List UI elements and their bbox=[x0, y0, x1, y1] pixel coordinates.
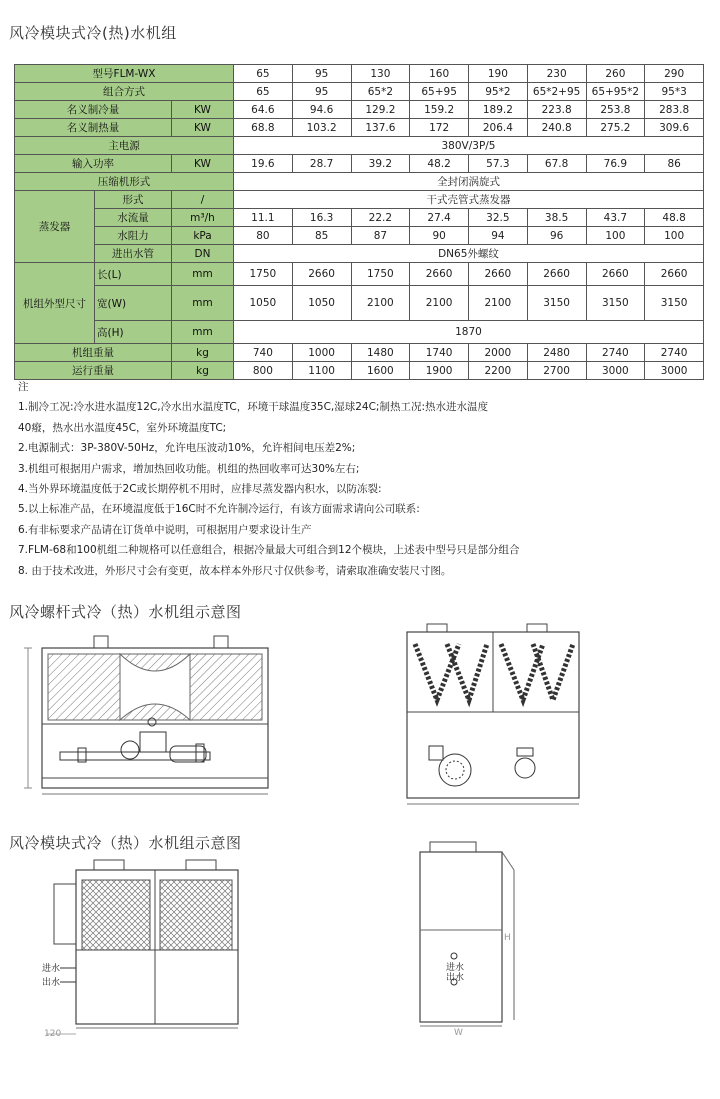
cell: 159.2 bbox=[410, 101, 469, 119]
row-width bbox=[15, 286, 704, 321]
row-length bbox=[15, 263, 704, 286]
row-combo bbox=[15, 83, 704, 101]
cell: 1050 bbox=[292, 286, 351, 321]
input-unit: KW bbox=[172, 155, 234, 173]
len-label: 长(L) bbox=[95, 263, 172, 286]
cell: 90 bbox=[410, 227, 469, 245]
cell: 240.8 bbox=[527, 119, 586, 137]
note-line: 注 bbox=[18, 381, 29, 393]
note-line: 6.有非标要求产品请在订货单中说明，可根据用户要求设计生产 bbox=[18, 523, 312, 536]
cool-unit: KW bbox=[172, 101, 234, 119]
cell: 2100 bbox=[410, 286, 469, 321]
weight-label: 机组重量 bbox=[15, 344, 172, 362]
cell: 2100 bbox=[469, 286, 528, 321]
note-line: 40癈，热水出水温度45C，室外环境温度TC; bbox=[18, 421, 227, 434]
cell: 2660 bbox=[527, 263, 586, 286]
cell: 3000 bbox=[645, 362, 704, 380]
cell: 172 bbox=[410, 119, 469, 137]
cell: 65*2+95 bbox=[527, 83, 586, 101]
cell: 11.1 bbox=[234, 209, 293, 227]
cell: 43.7 bbox=[586, 209, 645, 227]
height-value: 1870 bbox=[234, 321, 704, 344]
cell: 2700 bbox=[527, 362, 586, 380]
cell: 1100 bbox=[292, 362, 351, 380]
cell: 86 bbox=[645, 155, 704, 173]
cell: 64.6 bbox=[234, 101, 293, 119]
cell: 57.3 bbox=[469, 155, 528, 173]
screw-chiller-side-view bbox=[20, 628, 290, 808]
weight-unit: kg bbox=[172, 344, 234, 362]
cell: 28.7 bbox=[292, 155, 351, 173]
cell: 283.8 bbox=[645, 101, 704, 119]
pipe-unit: DN bbox=[172, 245, 234, 263]
cell: 1750 bbox=[351, 263, 410, 286]
cell: 87 bbox=[351, 227, 410, 245]
cell: 85 bbox=[292, 227, 351, 245]
evap-type-label: 形式 bbox=[95, 191, 172, 209]
cell: 2100 bbox=[351, 286, 410, 321]
row-resist bbox=[15, 227, 704, 245]
cell: 65*2 bbox=[351, 83, 410, 101]
cell: 190 bbox=[469, 65, 528, 83]
cell: 160 bbox=[410, 65, 469, 83]
row-evap-type bbox=[15, 191, 704, 209]
cell: 39.2 bbox=[351, 155, 410, 173]
cell: 65+95*2 bbox=[586, 83, 645, 101]
dim-w-label: W bbox=[454, 1028, 463, 1038]
cell: 19.6 bbox=[234, 155, 293, 173]
dim-h-label: H bbox=[504, 933, 511, 943]
power-supply-label: 主电源 bbox=[15, 137, 234, 155]
dims-label: 机组外型尺寸 bbox=[15, 263, 95, 344]
evap-label: 蒸发器 bbox=[15, 191, 95, 263]
cell: 253.8 bbox=[586, 101, 645, 119]
note-line: 2.电源制式：3P-380V-50Hz，允许电压波动10%，允许相间电压差2%; bbox=[18, 442, 356, 455]
table-title: 风冷模块式冷(热)水机组 bbox=[9, 24, 177, 42]
cell: 290 bbox=[645, 65, 704, 83]
cell: 230 bbox=[527, 65, 586, 83]
cell: 260 bbox=[586, 65, 645, 83]
cell: 95 bbox=[292, 65, 351, 83]
note-line: 5.以上标准产品，在环境温度低于16C时不允许制冷运行，有该方面需求请向公司联系: bbox=[18, 503, 420, 516]
cell: 800 bbox=[234, 362, 293, 380]
op-weight-unit: kg bbox=[172, 362, 234, 380]
cell: 1050 bbox=[234, 286, 293, 321]
cell: 48.8 bbox=[645, 209, 704, 227]
pipe-label: 进出水管 bbox=[95, 245, 172, 263]
row-flow bbox=[15, 209, 704, 227]
cell: 2660 bbox=[292, 263, 351, 286]
cell: 275.2 bbox=[586, 119, 645, 137]
height-unit: mm bbox=[172, 321, 234, 344]
row-heat bbox=[15, 119, 704, 137]
cell: 96 bbox=[527, 227, 586, 245]
row-cool bbox=[15, 101, 704, 119]
width-unit: mm bbox=[172, 286, 234, 321]
note-line: 7.FLM-68和100机组二种规格可以任意组合，根据冷量最大可组合到12个模块，上述表中型号只是部分组合 bbox=[18, 544, 520, 557]
cell: 2740 bbox=[645, 344, 704, 362]
cell: 22.2 bbox=[351, 209, 410, 227]
compressor-label: 压缩机形式 bbox=[15, 173, 234, 191]
cell: 16.3 bbox=[292, 209, 351, 227]
dim-120-label: 120 bbox=[44, 1029, 62, 1039]
cell: 1000 bbox=[292, 344, 351, 362]
spec-table bbox=[14, 64, 704, 380]
flow-unit: m³/h bbox=[172, 209, 234, 227]
cell: 1900 bbox=[410, 362, 469, 380]
side-water-out-label: 出水 bbox=[446, 973, 465, 983]
cell: 67.8 bbox=[527, 155, 586, 173]
cell: 189.2 bbox=[469, 101, 528, 119]
evap-type-unit: / bbox=[172, 191, 234, 209]
note-line: 3.机组可根据用户需求，增加热回收功能。机组的热回收率可达30%左右; bbox=[18, 462, 360, 475]
combo-label: 组合方式 bbox=[15, 83, 234, 101]
power-supply-value: 380V/3P/5 bbox=[234, 137, 704, 155]
cell: 3150 bbox=[645, 286, 704, 321]
input-label: 输入功率 bbox=[15, 155, 172, 173]
cell: 65 bbox=[234, 83, 293, 101]
compressor-value: 全封闭涡旋式 bbox=[234, 173, 704, 191]
row-input bbox=[15, 155, 704, 173]
cell: 3000 bbox=[586, 362, 645, 380]
flow-label: 水流量 bbox=[95, 209, 172, 227]
cell: 2740 bbox=[586, 344, 645, 362]
evap-type-value: 干式壳管式蒸发器 bbox=[234, 191, 704, 209]
cell: 103.2 bbox=[292, 119, 351, 137]
resist-label: 水阻力 bbox=[95, 227, 172, 245]
water-out-label: 出水 bbox=[42, 978, 61, 988]
cell: 740 bbox=[234, 344, 293, 362]
cell: 2660 bbox=[586, 263, 645, 286]
cell: 130 bbox=[351, 65, 410, 83]
cell: 32.5 bbox=[469, 209, 528, 227]
row-weight bbox=[15, 344, 704, 362]
cell: 223.8 bbox=[527, 101, 586, 119]
cell: 309.6 bbox=[645, 119, 704, 137]
cell: 1750 bbox=[234, 263, 293, 286]
note-line: 1.制冷工况:冷水进水温度12C,冷水出水温度TC，环境干球温度35C,湿球24C;制热工况:热水进水温度 bbox=[18, 401, 489, 414]
row-pipe bbox=[15, 245, 704, 263]
cell: 76.9 bbox=[586, 155, 645, 173]
cell: 68.8 bbox=[234, 119, 293, 137]
model-label: 型号FLM-WX bbox=[15, 65, 234, 83]
len-unit: mm bbox=[172, 263, 234, 286]
height-label: 高(H) bbox=[95, 321, 172, 344]
side-water-in-label: 进水 bbox=[446, 963, 465, 973]
cell: 27.4 bbox=[410, 209, 469, 227]
cell: 65 bbox=[234, 65, 293, 83]
cell: 2660 bbox=[645, 263, 704, 286]
cell: 1600 bbox=[351, 362, 410, 380]
row-model bbox=[15, 65, 704, 83]
cell: 94 bbox=[469, 227, 528, 245]
resist-unit: kPa bbox=[172, 227, 234, 245]
cell: 3150 bbox=[586, 286, 645, 321]
row-compressor bbox=[15, 173, 704, 191]
cell: 2200 bbox=[469, 362, 528, 380]
heat-label: 名义制热量 bbox=[15, 119, 172, 137]
pipe-value: DN65外螺纹 bbox=[234, 245, 704, 263]
modular-diagram-title: 风冷模块式冷（热）水机组示意图 bbox=[9, 834, 242, 852]
cell: 2660 bbox=[410, 263, 469, 286]
cell: 2480 bbox=[527, 344, 586, 362]
notes bbox=[18, 377, 520, 581]
row-height bbox=[15, 321, 704, 344]
cell: 48.2 bbox=[410, 155, 469, 173]
cell: 1740 bbox=[410, 344, 469, 362]
cell: 137.6 bbox=[351, 119, 410, 137]
cell: 129.2 bbox=[351, 101, 410, 119]
cell: 100 bbox=[645, 227, 704, 245]
cell: 94.6 bbox=[292, 101, 351, 119]
cell: 1480 bbox=[351, 344, 410, 362]
cell: 38.5 bbox=[527, 209, 586, 227]
cell: 95 bbox=[292, 83, 351, 101]
cell: 65+95 bbox=[410, 83, 469, 101]
note-line: 4.当外界环境温度低于2C或长期停机不用时，应排尽蒸发器内积水，以防冻裂: bbox=[18, 483, 382, 496]
modular-chiller-front-view bbox=[36, 858, 246, 1040]
cell: 95*2 bbox=[469, 83, 528, 101]
cell: 2660 bbox=[469, 263, 528, 286]
cell: 100 bbox=[586, 227, 645, 245]
cool-label: 名义制冷量 bbox=[15, 101, 172, 119]
row-power-supply bbox=[15, 137, 704, 155]
cell: 3150 bbox=[527, 286, 586, 321]
op-weight-label: 运行重量 bbox=[15, 362, 172, 380]
cell: 2000 bbox=[469, 344, 528, 362]
cell: 95*3 bbox=[645, 83, 704, 101]
modular-chiller-side-view bbox=[404, 830, 524, 1038]
cell: 80 bbox=[234, 227, 293, 245]
note-line: 8. 由于技术改进，外形尺寸会有变更，故本样本外形尺寸仅供参考，请索取准确安装尺寸图。 bbox=[18, 564, 452, 577]
water-in-label: 进水 bbox=[42, 964, 61, 974]
cell: 206.4 bbox=[469, 119, 528, 137]
screw-chiller-end-view bbox=[397, 622, 587, 808]
width-label: 宽(W) bbox=[95, 286, 172, 321]
heat-unit: KW bbox=[172, 119, 234, 137]
screw-diagram-title: 风冷螺杆式冷（热）水机组示意图 bbox=[9, 603, 242, 621]
